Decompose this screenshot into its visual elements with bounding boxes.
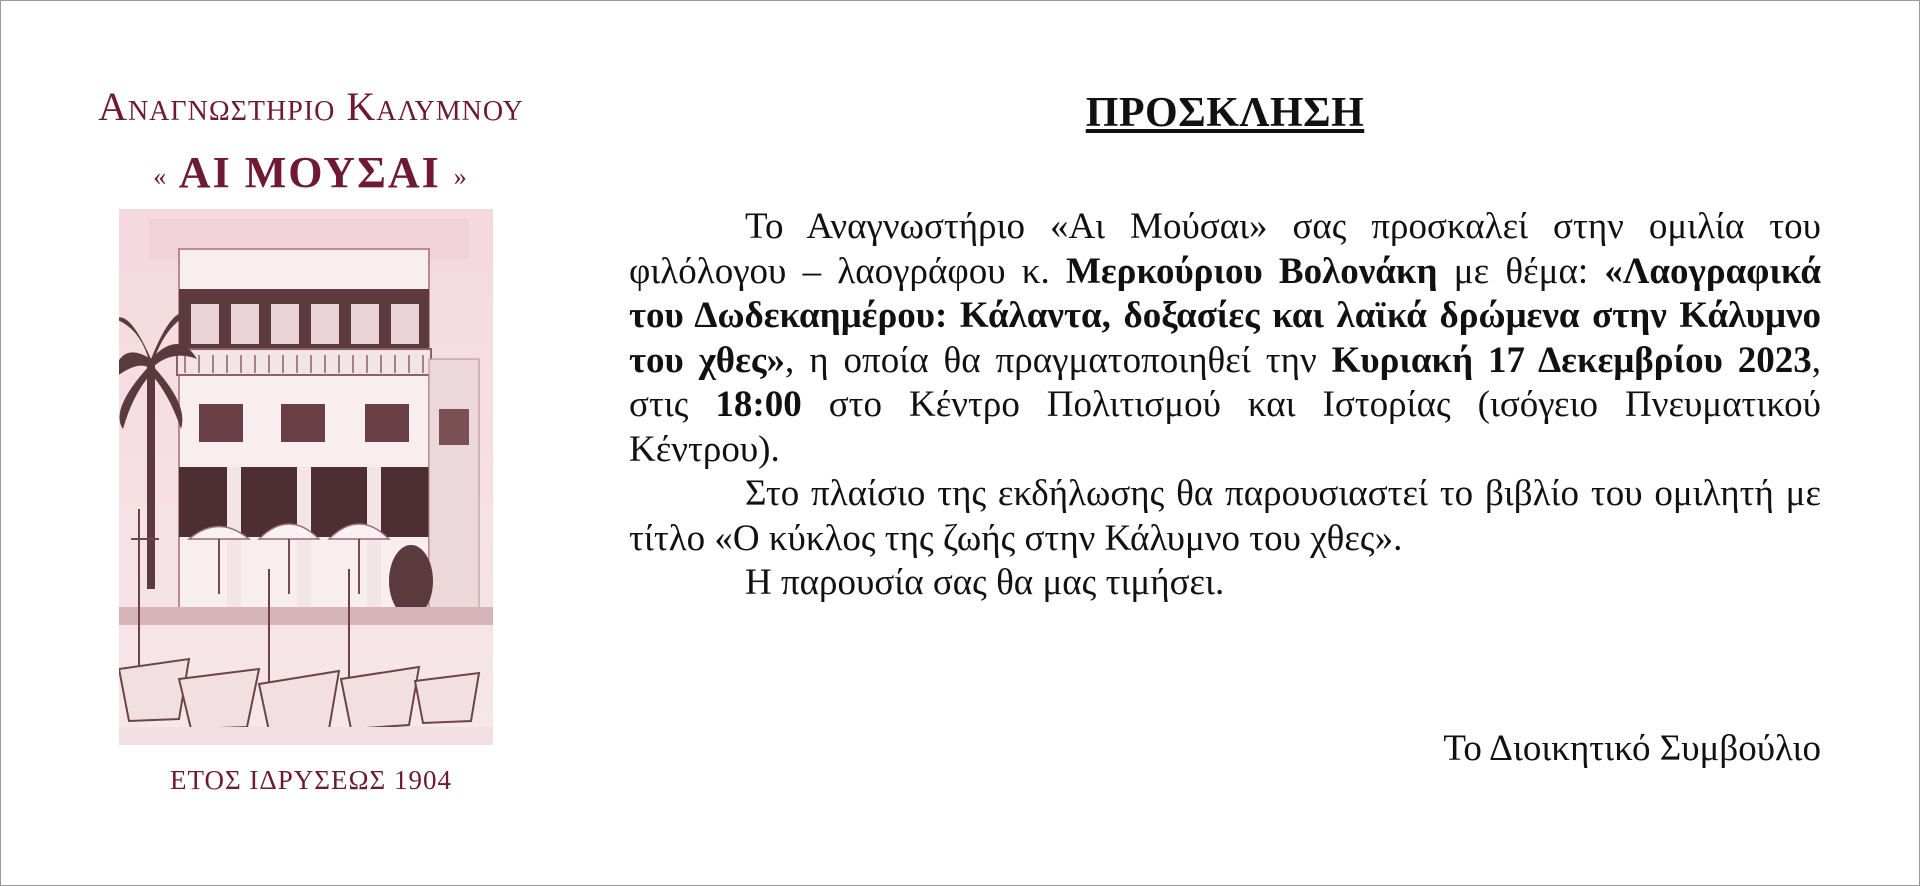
left-column <box>1 1 621 885</box>
signature: Το Διοικητικό Συμβούλιο <box>1443 728 1821 769</box>
paragraph-2: Στο πλαίσιο της εκδήλωσης θα παρουσιαστεί το βιβλίο του ομιλητή με τίτλο «Ο κύκλος της ζωής στην Κάλυμνο του χθες». <box>629 473 1821 559</box>
organization-name: Αναγνωστηριο Καλυμνου <box>98 84 524 129</box>
motto-text: ΑΙ ΜΟΥΣΑΙ <box>178 148 441 197</box>
event-date: Κυριακή 17 Δεκεμβρίου 2023 <box>1331 339 1812 381</box>
event-time: 18:00 <box>715 384 802 425</box>
speaker-name: Μερκούριου Βολονάκη <box>1065 250 1438 292</box>
talk-topic: «Λαογραφικά του Δωδεκαημέρου: Κάλαντα, δοξασίες και λαϊκά δρώμενα στην Κάλυμνο του χθες» <box>629 250 1821 381</box>
paragraph-1: Το Αναγνωστήριο «Αι Μούσαι» σας προσκαλεί στην ομιλία του φιλόλογου – λαογράφου κ. Μερκούριου Βολονάκη με θέμα: «Λαογραφικά του Δωδεκαημέρου: Κάλαντα, δοξασίες και λαϊκά δρώμενα στην Κάλυμνο του χθες», η οποία θα πραγματοποιηθεί την Κυριακή 17 Δεκεμβρίου 2023, στις 18:00 στο Κέντρο Πολιτισμού και Ιστορίας (ισόγειο Πνευματικού Κέντρου). <box>629 206 1822 470</box>
building-illustration <box>119 209 493 745</box>
invitation-title: ΠΡΟΣΚΛΗΣΗ <box>1085 90 1365 136</box>
paragraph-3: Η παρουσία σας θα μας τιμήσει. <box>745 562 1225 603</box>
organization-motto: « ΑΙ ΜΟΥΣΑΙ » <box>153 148 469 197</box>
invitation-body <box>629 205 1821 606</box>
founded-year: ΕΤΟΣ ΙΔΡΥΣΕΩΣ 1904 <box>169 765 453 795</box>
